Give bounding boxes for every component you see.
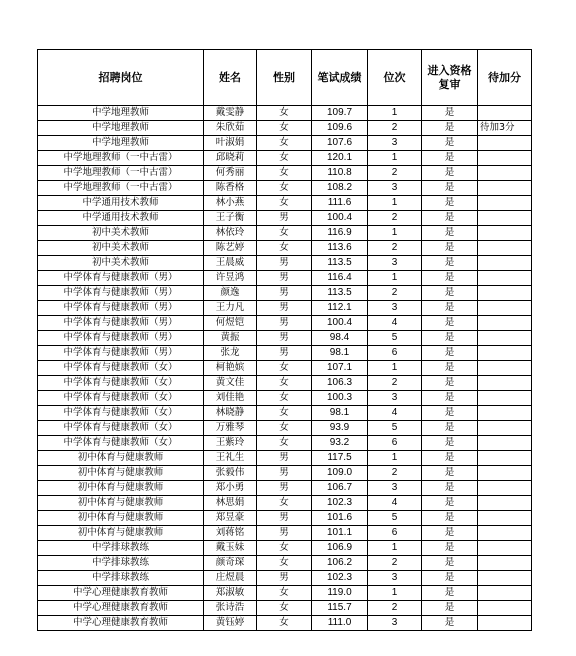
cell-score: 111.6 bbox=[312, 196, 368, 211]
cell-review: 是 bbox=[422, 106, 478, 121]
cell-review: 是 bbox=[422, 181, 478, 196]
cell-gender: 男 bbox=[257, 451, 312, 466]
table-row bbox=[38, 436, 532, 451]
cell-post: 初中体育与健康教师 bbox=[38, 466, 204, 481]
cell-post: 初中美术教师 bbox=[38, 241, 204, 256]
table-row bbox=[38, 481, 532, 496]
cell-rank: 1 bbox=[368, 226, 422, 241]
cell-score: 98.1 bbox=[312, 346, 368, 361]
cell-post: 中学体育与健康教师（男） bbox=[38, 301, 204, 316]
cell-review: 是 bbox=[422, 391, 478, 406]
cell-name: 郑淑敏 bbox=[204, 586, 257, 601]
table-body bbox=[38, 106, 532, 631]
cell-bonus bbox=[478, 106, 532, 121]
cell-bonus bbox=[478, 316, 532, 331]
cell-name: 许昱鸿 bbox=[204, 271, 257, 286]
cell-post: 中学体育与健康教师（女） bbox=[38, 421, 204, 436]
table-row bbox=[38, 616, 532, 631]
cell-score: 113.5 bbox=[312, 286, 368, 301]
cell-post: 初中美术教师 bbox=[38, 256, 204, 271]
cell-rank: 6 bbox=[368, 436, 422, 451]
cell-name: 庄煜晨 bbox=[204, 571, 257, 586]
cell-review: 是 bbox=[422, 226, 478, 241]
cell-rank: 3 bbox=[368, 571, 422, 586]
table-row bbox=[38, 496, 532, 511]
header-bonus: 待加分 bbox=[478, 50, 532, 106]
cell-review: 是 bbox=[422, 496, 478, 511]
cell-post: 中学地理教师 bbox=[38, 136, 204, 151]
header-review-line2: 复审 bbox=[438, 77, 461, 91]
cell-review: 是 bbox=[422, 526, 478, 541]
cell-post: 初中体育与健康教师 bbox=[38, 511, 204, 526]
table-row bbox=[38, 511, 532, 526]
cell-score: 112.1 bbox=[312, 301, 368, 316]
cell-name: 王礼生 bbox=[204, 451, 257, 466]
cell-post: 初中美术教师 bbox=[38, 226, 204, 241]
cell-review: 是 bbox=[422, 346, 478, 361]
cell-post: 中学地理教师（一中古雷） bbox=[38, 181, 204, 196]
cell-name: 陈香格 bbox=[204, 181, 257, 196]
cell-gender: 女 bbox=[257, 241, 312, 256]
header-review bbox=[422, 50, 478, 106]
cell-rank: 6 bbox=[368, 526, 422, 541]
cell-gender: 女 bbox=[257, 196, 312, 211]
cell-bonus bbox=[478, 166, 532, 181]
table-row bbox=[38, 286, 532, 301]
table-row bbox=[38, 556, 532, 571]
table-row bbox=[38, 316, 532, 331]
cell-review: 是 bbox=[422, 166, 478, 181]
cell-name: 黄文佳 bbox=[204, 376, 257, 391]
header-score: 笔试成绩 bbox=[312, 50, 368, 106]
cell-rank: 1 bbox=[368, 451, 422, 466]
cell-rank: 1 bbox=[368, 586, 422, 601]
cell-gender: 男 bbox=[257, 286, 312, 301]
cell-score: 110.8 bbox=[312, 166, 368, 181]
cell-rank: 1 bbox=[368, 361, 422, 376]
cell-score: 119.0 bbox=[312, 586, 368, 601]
cell-bonus bbox=[478, 301, 532, 316]
cell-name: 刘蒋铭 bbox=[204, 526, 257, 541]
cell-gender: 男 bbox=[257, 526, 312, 541]
cell-score: 106.7 bbox=[312, 481, 368, 496]
cell-bonus bbox=[478, 496, 532, 511]
cell-review: 是 bbox=[422, 361, 478, 376]
table-row bbox=[38, 586, 532, 601]
cell-post: 中学体育与健康教师（男） bbox=[38, 316, 204, 331]
cell-name: 叶淑娟 bbox=[204, 136, 257, 151]
cell-name: 朱欣茹 bbox=[204, 121, 257, 136]
table-row bbox=[38, 541, 532, 556]
table-row bbox=[38, 226, 532, 241]
cell-gender: 男 bbox=[257, 331, 312, 346]
table-row bbox=[38, 166, 532, 181]
cell-score: 120.1 bbox=[312, 151, 368, 166]
cell-bonus bbox=[478, 391, 532, 406]
cell-name: 戴玉妹 bbox=[204, 541, 257, 556]
cell-rank: 3 bbox=[368, 136, 422, 151]
table-row bbox=[38, 421, 532, 436]
cell-name: 王力凡 bbox=[204, 301, 257, 316]
table-row bbox=[38, 331, 532, 346]
cell-review: 是 bbox=[422, 136, 478, 151]
cell-gender: 男 bbox=[257, 346, 312, 361]
cell-score: 109.0 bbox=[312, 466, 368, 481]
cell-gender: 女 bbox=[257, 556, 312, 571]
cell-score: 108.2 bbox=[312, 181, 368, 196]
cell-score: 106.2 bbox=[312, 556, 368, 571]
cell-score: 101.1 bbox=[312, 526, 368, 541]
cell-bonus bbox=[478, 241, 532, 256]
cell-score: 102.3 bbox=[312, 496, 368, 511]
table-row bbox=[38, 301, 532, 316]
cell-bonus bbox=[478, 451, 532, 466]
cell-bonus bbox=[478, 151, 532, 166]
cell-review: 是 bbox=[422, 541, 478, 556]
cell-post: 中学体育与健康教师（女） bbox=[38, 376, 204, 391]
table-row bbox=[38, 601, 532, 616]
cell-score: 117.5 bbox=[312, 451, 368, 466]
results-table bbox=[37, 49, 532, 631]
cell-bonus bbox=[478, 541, 532, 556]
cell-post: 中学通用技术教师 bbox=[38, 211, 204, 226]
table-row bbox=[38, 391, 532, 406]
cell-gender: 男 bbox=[257, 271, 312, 286]
cell-bonus bbox=[478, 346, 532, 361]
cell-score: 93.2 bbox=[312, 436, 368, 451]
cell-score: 102.3 bbox=[312, 571, 368, 586]
cell-post: 中学心理健康教育教师 bbox=[38, 586, 204, 601]
cell-rank: 6 bbox=[368, 346, 422, 361]
cell-review: 是 bbox=[422, 466, 478, 481]
cell-review: 是 bbox=[422, 121, 478, 136]
cell-bonus bbox=[478, 571, 532, 586]
cell-review: 是 bbox=[422, 406, 478, 421]
cell-rank: 2 bbox=[368, 121, 422, 136]
cell-name: 黄振 bbox=[204, 331, 257, 346]
header-gender: 性别 bbox=[257, 50, 312, 106]
cell-bonus bbox=[478, 136, 532, 151]
cell-bonus bbox=[478, 466, 532, 481]
cell-score: 115.7 bbox=[312, 601, 368, 616]
cell-rank: 2 bbox=[368, 556, 422, 571]
cell-rank: 2 bbox=[368, 211, 422, 226]
header-name: 姓名 bbox=[204, 50, 257, 106]
header-post: 招聘岗位 bbox=[38, 50, 204, 106]
cell-name: 郑小勇 bbox=[204, 481, 257, 496]
cell-review: 是 bbox=[422, 481, 478, 496]
cell-gender: 男 bbox=[257, 481, 312, 496]
cell-gender: 男 bbox=[257, 511, 312, 526]
cell-score: 100.3 bbox=[312, 391, 368, 406]
cell-score: 116.4 bbox=[312, 271, 368, 286]
cell-gender: 女 bbox=[257, 391, 312, 406]
cell-name: 陈艺婷 bbox=[204, 241, 257, 256]
cell-review: 是 bbox=[422, 451, 478, 466]
cell-gender: 男 bbox=[257, 256, 312, 271]
table-row bbox=[38, 376, 532, 391]
table-row bbox=[38, 346, 532, 361]
cell-name: 柯艳嫔 bbox=[204, 361, 257, 376]
cell-post: 中学体育与健康教师（男） bbox=[38, 271, 204, 286]
cell-score: 116.9 bbox=[312, 226, 368, 241]
cell-rank: 1 bbox=[368, 151, 422, 166]
cell-post: 中学地理教师（一中古雷） bbox=[38, 151, 204, 166]
table-row bbox=[38, 361, 532, 376]
cell-post: 中学通用技术教师 bbox=[38, 196, 204, 211]
cell-score: 106.3 bbox=[312, 376, 368, 391]
cell-name: 王紫玲 bbox=[204, 436, 257, 451]
cell-gender: 女 bbox=[257, 541, 312, 556]
table-row bbox=[38, 106, 532, 121]
cell-bonus bbox=[478, 616, 532, 631]
cell-post: 初中体育与健康教师 bbox=[38, 451, 204, 466]
cell-gender: 男 bbox=[257, 211, 312, 226]
cell-post: 中学排球教练 bbox=[38, 541, 204, 556]
cell-gender: 女 bbox=[257, 586, 312, 601]
cell-rank: 4 bbox=[368, 496, 422, 511]
table-row bbox=[38, 526, 532, 541]
cell-review: 是 bbox=[422, 601, 478, 616]
cell-rank: 1 bbox=[368, 271, 422, 286]
cell-review: 是 bbox=[422, 316, 478, 331]
cell-bonus bbox=[478, 481, 532, 496]
cell-bonus bbox=[478, 376, 532, 391]
cell-gender: 女 bbox=[257, 166, 312, 181]
cell-rank: 2 bbox=[368, 241, 422, 256]
cell-name: 戴雯静 bbox=[204, 106, 257, 121]
cell-review: 是 bbox=[422, 436, 478, 451]
cell-score: 106.9 bbox=[312, 541, 368, 556]
cell-rank: 2 bbox=[368, 466, 422, 481]
cell-bonus bbox=[478, 556, 532, 571]
cell-review: 是 bbox=[422, 256, 478, 271]
cell-rank: 2 bbox=[368, 376, 422, 391]
cell-gender: 女 bbox=[257, 106, 312, 121]
cell-name: 王子衡 bbox=[204, 211, 257, 226]
cell-review: 是 bbox=[422, 286, 478, 301]
table-row bbox=[38, 121, 532, 136]
cell-score: 101.6 bbox=[312, 511, 368, 526]
table-row bbox=[38, 181, 532, 196]
cell-review: 是 bbox=[422, 571, 478, 586]
table-row bbox=[38, 271, 532, 286]
cell-gender: 女 bbox=[257, 601, 312, 616]
cell-name: 黄钰婷 bbox=[204, 616, 257, 631]
cell-score: 113.5 bbox=[312, 256, 368, 271]
cell-review: 是 bbox=[422, 301, 478, 316]
header-rank: 位次 bbox=[368, 50, 422, 106]
cell-gender: 女 bbox=[257, 376, 312, 391]
cell-bonus bbox=[478, 406, 532, 421]
cell-rank: 3 bbox=[368, 181, 422, 196]
cell-name: 张毅伟 bbox=[204, 466, 257, 481]
cell-review: 是 bbox=[422, 241, 478, 256]
cell-name: 何煜铠 bbox=[204, 316, 257, 331]
cell-name: 林依玲 bbox=[204, 226, 257, 241]
cell-rank: 3 bbox=[368, 256, 422, 271]
cell-name: 张诗浩 bbox=[204, 601, 257, 616]
cell-review: 是 bbox=[422, 511, 478, 526]
cell-name: 郑昱豪 bbox=[204, 511, 257, 526]
cell-rank: 1 bbox=[368, 541, 422, 556]
cell-review: 是 bbox=[422, 421, 478, 436]
cell-post: 中学体育与健康教师（女） bbox=[38, 391, 204, 406]
cell-bonus bbox=[478, 601, 532, 616]
cell-gender: 女 bbox=[257, 136, 312, 151]
cell-bonus bbox=[478, 226, 532, 241]
cell-post: 中学地理教师（一中古雷） bbox=[38, 166, 204, 181]
cell-post: 中学地理教师 bbox=[38, 106, 204, 121]
cell-score: 109.6 bbox=[312, 121, 368, 136]
cell-bonus bbox=[478, 526, 532, 541]
table-row bbox=[38, 451, 532, 466]
table-row bbox=[38, 256, 532, 271]
cell-post: 初中体育与健康教师 bbox=[38, 496, 204, 511]
cell-post: 中学体育与健康教师（女） bbox=[38, 361, 204, 376]
cell-name: 林小燕 bbox=[204, 196, 257, 211]
cell-bonus bbox=[478, 331, 532, 346]
cell-name: 颜奇琛 bbox=[204, 556, 257, 571]
table-row bbox=[38, 136, 532, 151]
cell-review: 是 bbox=[422, 271, 478, 286]
table-row bbox=[38, 571, 532, 586]
cell-review: 是 bbox=[422, 331, 478, 346]
cell-bonus bbox=[478, 211, 532, 226]
cell-name: 邱晓莉 bbox=[204, 151, 257, 166]
header-review-line1: 进入资格 bbox=[427, 63, 472, 77]
cell-bonus bbox=[478, 361, 532, 376]
cell-rank: 2 bbox=[368, 166, 422, 181]
cell-score: 113.6 bbox=[312, 241, 368, 256]
cell-review: 是 bbox=[422, 151, 478, 166]
cell-gender: 男 bbox=[257, 466, 312, 481]
cell-bonus: 待加3分 bbox=[478, 121, 532, 136]
cell-name: 何秀丽 bbox=[204, 166, 257, 181]
cell-rank: 4 bbox=[368, 316, 422, 331]
cell-rank: 5 bbox=[368, 511, 422, 526]
cell-review: 是 bbox=[422, 556, 478, 571]
cell-post: 中学排球教练 bbox=[38, 571, 204, 586]
cell-gender: 男 bbox=[257, 571, 312, 586]
cell-review: 是 bbox=[422, 376, 478, 391]
cell-name: 林晓静 bbox=[204, 406, 257, 421]
cell-gender: 女 bbox=[257, 121, 312, 136]
cell-rank: 4 bbox=[368, 406, 422, 421]
table-row bbox=[38, 151, 532, 166]
cell-post: 初中体育与健康教师 bbox=[38, 481, 204, 496]
cell-score: 98.4 bbox=[312, 331, 368, 346]
cell-score: 109.7 bbox=[312, 106, 368, 121]
cell-bonus bbox=[478, 271, 532, 286]
table-row bbox=[38, 211, 532, 226]
cell-review: 是 bbox=[422, 211, 478, 226]
cell-review: 是 bbox=[422, 616, 478, 631]
cell-name: 万雅琴 bbox=[204, 421, 257, 436]
cell-score: 93.9 bbox=[312, 421, 368, 436]
cell-bonus bbox=[478, 181, 532, 196]
cell-rank: 5 bbox=[368, 331, 422, 346]
cell-gender: 女 bbox=[257, 436, 312, 451]
cell-rank: 5 bbox=[368, 421, 422, 436]
cell-gender: 女 bbox=[257, 361, 312, 376]
cell-score: 107.1 bbox=[312, 361, 368, 376]
cell-score: 111.0 bbox=[312, 616, 368, 631]
cell-bonus bbox=[478, 421, 532, 436]
cell-post: 中学体育与健康教师（男） bbox=[38, 286, 204, 301]
cell-score: 100.4 bbox=[312, 211, 368, 226]
cell-post: 中学体育与健康教师（男） bbox=[38, 346, 204, 361]
cell-name: 颜逸 bbox=[204, 286, 257, 301]
cell-bonus bbox=[478, 436, 532, 451]
cell-post: 中学心理健康教育教师 bbox=[38, 601, 204, 616]
cell-rank: 2 bbox=[368, 286, 422, 301]
cell-rank: 3 bbox=[368, 616, 422, 631]
table-row bbox=[38, 241, 532, 256]
cell-post: 中学心理健康教育教师 bbox=[38, 616, 204, 631]
cell-gender: 男 bbox=[257, 316, 312, 331]
cell-rank: 3 bbox=[368, 391, 422, 406]
table-row bbox=[38, 196, 532, 211]
cell-review: 是 bbox=[422, 196, 478, 211]
cell-post: 中学排球教练 bbox=[38, 556, 204, 571]
cell-name: 林思娟 bbox=[204, 496, 257, 511]
cell-gender: 女 bbox=[257, 226, 312, 241]
table-row bbox=[38, 406, 532, 421]
cell-name: 王晨威 bbox=[204, 256, 257, 271]
cell-name: 张龙 bbox=[204, 346, 257, 361]
cell-rank: 1 bbox=[368, 106, 422, 121]
cell-bonus bbox=[478, 256, 532, 271]
cell-score: 100.4 bbox=[312, 316, 368, 331]
cell-gender: 女 bbox=[257, 421, 312, 436]
header-row bbox=[38, 50, 532, 106]
cell-gender: 女 bbox=[257, 151, 312, 166]
cell-post: 中学地理教师 bbox=[38, 121, 204, 136]
cell-gender: 女 bbox=[257, 181, 312, 196]
cell-post: 中学体育与健康教师（男） bbox=[38, 331, 204, 346]
cell-post: 中学体育与健康教师（女） bbox=[38, 406, 204, 421]
cell-post: 中学体育与健康教师（女） bbox=[38, 436, 204, 451]
cell-bonus bbox=[478, 196, 532, 211]
cell-review: 是 bbox=[422, 586, 478, 601]
cell-rank: 3 bbox=[368, 301, 422, 316]
cell-gender: 女 bbox=[257, 496, 312, 511]
cell-rank: 3 bbox=[368, 481, 422, 496]
cell-rank: 2 bbox=[368, 601, 422, 616]
cell-score: 107.6 bbox=[312, 136, 368, 151]
table-row bbox=[38, 466, 532, 481]
cell-bonus bbox=[478, 511, 532, 526]
cell-rank: 1 bbox=[368, 196, 422, 211]
cell-name: 刘佳艳 bbox=[204, 391, 257, 406]
cell-gender: 男 bbox=[257, 301, 312, 316]
cell-score: 98.1 bbox=[312, 406, 368, 421]
cell-bonus bbox=[478, 286, 532, 301]
cell-gender: 女 bbox=[257, 616, 312, 631]
cell-gender: 女 bbox=[257, 406, 312, 421]
cell-post: 初中体育与健康教师 bbox=[38, 526, 204, 541]
cell-bonus bbox=[478, 586, 532, 601]
